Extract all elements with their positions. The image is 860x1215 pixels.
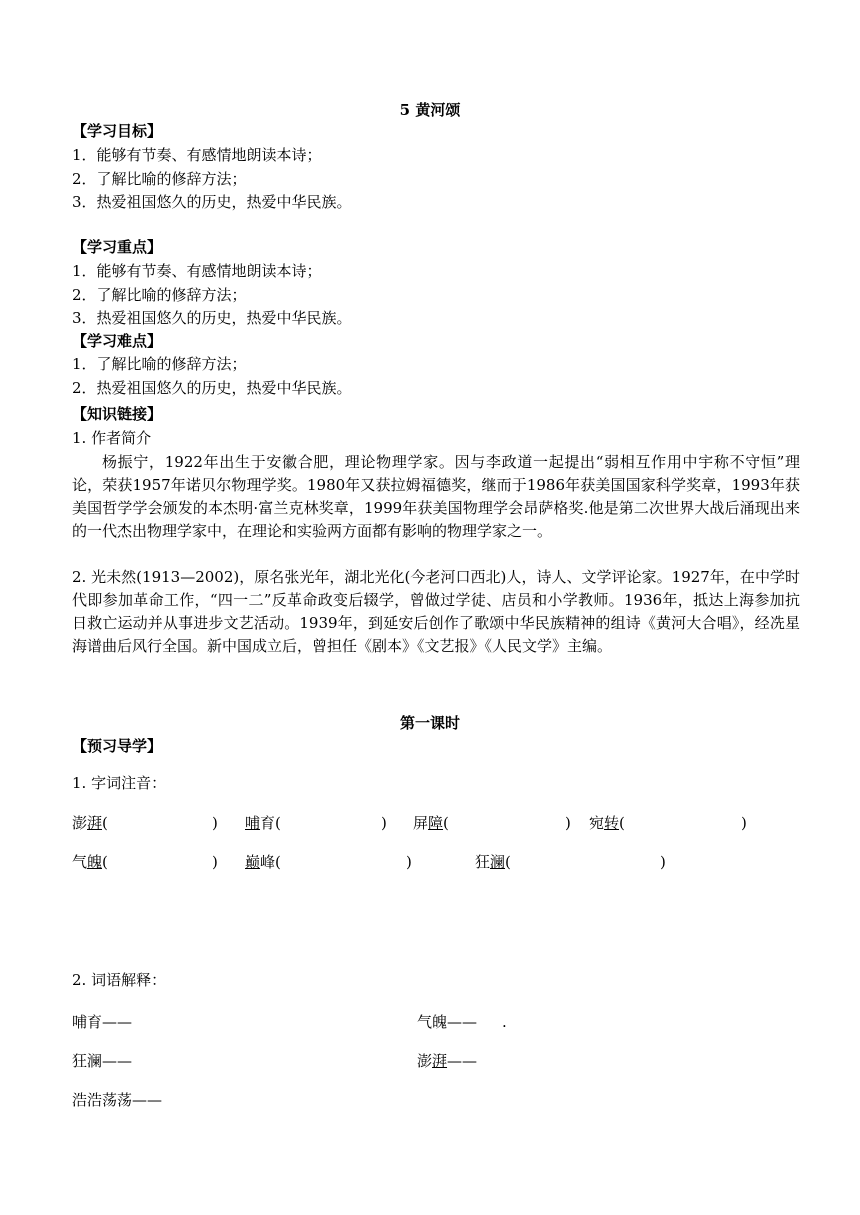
pinyin-close: ): [660, 853, 666, 871]
pinyin-item: 狂澜(: [475, 853, 511, 871]
term-item: 气魄——: [417, 1013, 478, 1031]
goals-item: 3．热爱祖国悠久的历史，热爱中华民族。: [72, 193, 352, 211]
author-heading: 1. 作者简介: [72, 429, 152, 447]
author-paragraph: 杨振宁，1922年出生于安徽合肥，理论物理学家。因与李政道一起提出“弱相互作用中宇称不守恒”理论，荣获1957年诺贝尔物理学奖。1980年又获拉姆福德奖，继而于1986年获美国国家科学奖章，1993年获美国哲学学会颁发的本杰明·富兰克林奖章，1999年获美国物理学会昂萨格奖.他是第二次世界大战后涌现出来的一代杰出物理学家中，在理论和实验两方面都有影响的物理学家之一。: [72, 453, 800, 540]
focus-heading: 【学习重点】: [72, 238, 163, 256]
poet-paragraph: 2. 光未然(1913—2002)，原名张光年，湖北光化(今老河口西北)人，诗人、文学评论家。1927年，在中学时代即参加革命工作，“四一二”反革命政变后辍学，曾做过学徒、店员和小学教师。1936年，抵达上海参加抗日救亡运动并从事进步文艺活动。1939年，到延安后创作了歌颂中华民族精神的组诗《黄河大合唱》，经冼星海谱曲后风行全国。新中国成立后，曾担任《剧本》《文艺报》《人民文学》主编。: [72, 568, 800, 655]
pinyin-close: ): [212, 853, 218, 871]
pinyin-item: 哺育(: [245, 814, 281, 832]
explain-heading: 2. 词语解释：: [72, 971, 167, 989]
goals-item: 2．了解比喻的修辞方法；: [72, 170, 247, 188]
pinyin-item: 巅峰(: [245, 853, 281, 871]
pinyin-heading: 1. 字词注音：: [72, 774, 167, 792]
focus-item: 2．了解比喻的修辞方法；: [72, 286, 247, 304]
goals-item: 1．能够有节奏、有感情地朗读本诗；: [72, 146, 322, 164]
pinyin-close: ): [406, 853, 412, 871]
focus-item: 1．能够有节奏、有感情地朗读本诗；: [72, 262, 322, 280]
pinyin-close: ): [381, 814, 387, 832]
term-dot: .: [502, 1013, 507, 1031]
difficulty-heading: 【学习难点】: [72, 332, 163, 350]
focus-item: 3．热爱祖国悠久的历史，热爱中华民族。: [72, 309, 352, 327]
term-item: 浩浩荡荡——: [72, 1091, 163, 1109]
pinyin-close: ): [212, 814, 218, 832]
term-item: 澎湃——: [417, 1052, 478, 1070]
difficulty-item: 2．热爱祖国悠久的历史，热爱中华民族。: [72, 379, 352, 397]
pinyin-close: ): [741, 814, 747, 832]
pinyin-item: 屏障(: [413, 814, 449, 832]
preview-heading: 【预习导学】: [72, 737, 163, 755]
difficulty-item: 1．了解比喻的修辞方法；: [72, 355, 247, 373]
pinyin-item: 澎湃(: [72, 814, 108, 832]
term-item: 哺育——: [72, 1013, 133, 1031]
term-item: 狂澜——: [72, 1052, 133, 1070]
pinyin-close: ): [565, 814, 571, 832]
page-title: 5 黄河颂: [399, 101, 461, 119]
pinyin-item: 气魄(: [72, 853, 108, 871]
goals-heading: 【学习目标】: [72, 122, 163, 140]
pinyin-item: 宛转(: [589, 814, 625, 832]
lesson-heading: 第一课时: [399, 714, 460, 732]
knowledge-heading: 【知识链接】: [72, 405, 163, 423]
